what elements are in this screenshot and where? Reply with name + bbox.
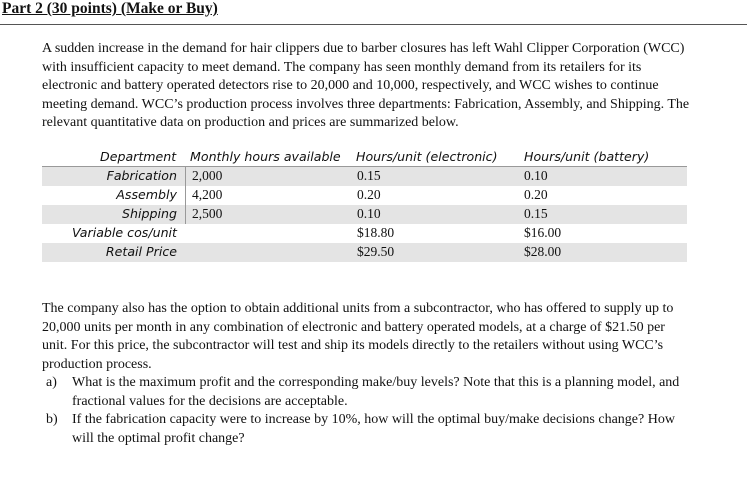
row-battery: 0.20 (524, 187, 548, 202)
list-item (42, 374, 692, 411)
list-item (42, 411, 692, 448)
question-list (42, 374, 692, 448)
subcontractor-paragraph: The company also has the option to obtain additional units from a subcontractor, who has offered to supply up to 20,000 units per month in any combination of electronic and battery operated models, at a charge of $21.50 per unit. For this price, the subcontractor will test and ship its models directly to the retailers without using WCC’s production process. (42, 301, 674, 372)
header-hours-electronic: Hours/unit (electronic) (356, 149, 498, 164)
question-marker: b) (46, 412, 58, 427)
row-electronic: $18.80 (357, 225, 395, 240)
table-row (42, 167, 687, 186)
question-text: What is the maximum profit and the corresponding make/buy levels? Note that this is a planning model, and fractional values for the decisions are acceptable. (72, 375, 680, 409)
row-electronic: 0.15 (357, 168, 381, 183)
row-battery: 0.15 (524, 206, 548, 221)
row-electronic: 0.10 (357, 206, 381, 221)
table-row (42, 243, 687, 262)
row-label: Fabrication (106, 168, 177, 183)
row-label: Variable cos/unit (72, 225, 177, 240)
intro-paragraph: A sudden increase in the demand for hair clippers due to barber closures has left Wahl Clipper Corporation (WCC) with insufficient capacity to meet demand. The company has seen monthly demand from its retailers for its electronic and battery operated detectors rise to 20,000 and 10,000, respectively, and WCC wishes to continue meeting demand. WCC’s production process involves three departments: Fabrication, Assembly, and Shipping. The relevant quantitative data on production and prices are summarized below. (42, 41, 690, 130)
question-text: If the fabrication capacity were to increase by 10%, how will the optimal buy/make decisions change? How will the optimal profit change? (72, 412, 675, 446)
title-divider (0, 24, 747, 25)
table-row (42, 186, 687, 205)
section-title: Part 2 (30 points) (Make or Buy) (2, 0, 218, 17)
table-row (42, 205, 687, 224)
row-battery: $16.00 (524, 225, 562, 240)
row-hours: 4,200 (192, 187, 223, 202)
header-hours-battery: Hours/unit (battery) (524, 149, 650, 164)
row-electronic: 0.20 (357, 187, 381, 202)
row-label: Assembly (116, 187, 177, 202)
header-monthly-hours: Monthly hours available (190, 149, 341, 164)
table-header-row (42, 148, 687, 167)
row-hours: 2,000 (192, 168, 223, 183)
question-marker: a) (46, 375, 57, 390)
row-hours: 2,500 (192, 206, 223, 221)
row-electronic: $29.50 (357, 244, 395, 259)
row-battery: $28.00 (524, 244, 562, 259)
row-label: Shipping (122, 206, 177, 221)
header-department: Department (100, 149, 177, 164)
row-battery: 0.10 (524, 168, 548, 183)
table-row (42, 224, 687, 243)
table-column-rule (185, 167, 186, 224)
row-label: Retail Price (105, 244, 177, 259)
